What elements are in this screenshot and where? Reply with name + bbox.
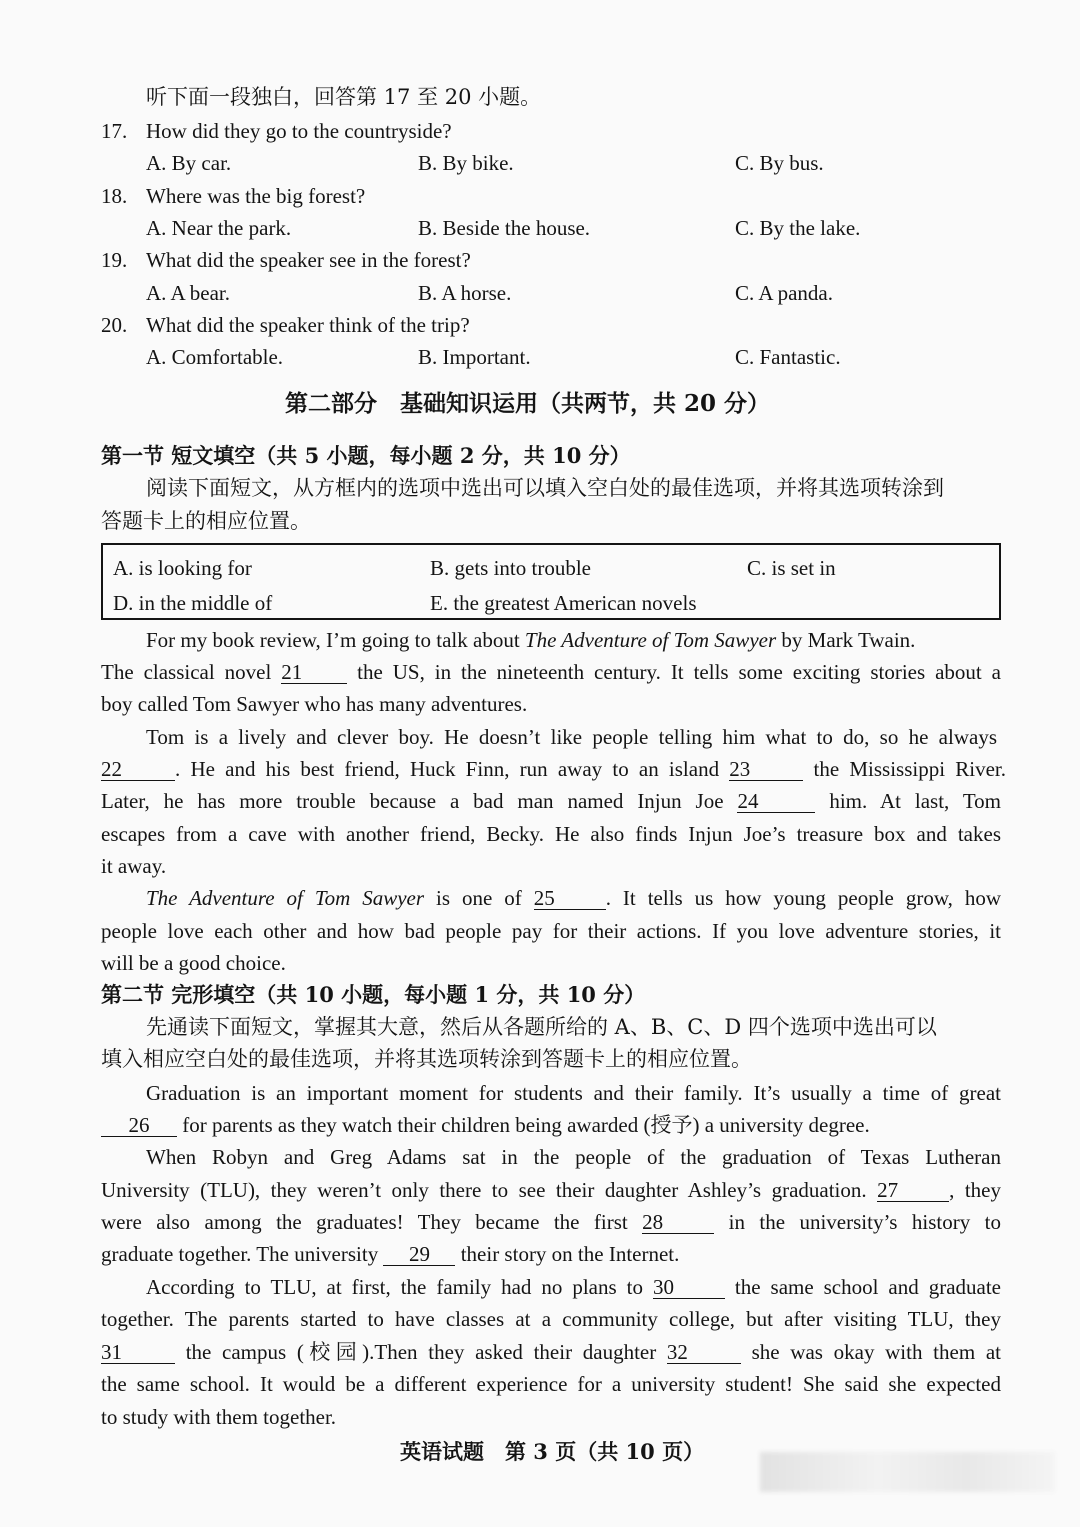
passage-text: by Mark Twain.	[776, 628, 916, 652]
passage-text: is one of	[436, 886, 534, 910]
section2-instruction: 先通读下面短文，掌握其大意，然后从各题所给的 A、B、C、D 四个选项中选出可以	[146, 1015, 937, 1039]
blank-22: 22	[101, 758, 175, 781]
passage-text: for parents as they watch their children being awarded (授予) a university degree.	[177, 1113, 870, 1137]
option-c: C. A panda.	[735, 281, 833, 305]
option-c: C. By the lake.	[735, 216, 861, 240]
passage-text: the US, in the nineteenth century. It tells some exciting stories about a	[357, 660, 1002, 684]
option-c: C. Fantastic.	[735, 345, 841, 369]
option-c: C. By bus.	[735, 151, 824, 175]
blank-27: 27	[877, 1179, 949, 1202]
question-text: Where was the big forest?	[146, 184, 366, 208]
blank-21: 21	[281, 661, 347, 684]
passage-text: When Robyn and Greg Adams sat in the people of the graduation of Texas Lutheran	[146, 1145, 1001, 1169]
passage-text: According to TLU, at first, the family had no plans to	[146, 1275, 653, 1299]
option-b: B. A horse.	[418, 281, 512, 305]
question-text: How did they go to the countryside?	[146, 119, 452, 143]
passage-text: . It tells us how young people grow, how	[605, 886, 1001, 910]
blank-31: 31	[101, 1341, 175, 1364]
passage-text: in the university’s history to	[728, 1210, 1002, 1234]
blank-25: 25	[534, 887, 606, 910]
passage-text: escapes from a cave with another friend, Becky. He also finds Injun Joe’s treasure box and takes	[101, 822, 1001, 846]
section1-instruction: 阅读下面短文，从方框内的选项中选出可以填入空白处的最佳选项，并将其选项转涂到	[146, 476, 944, 500]
question-number: 20.	[101, 313, 128, 337]
question-text: What did the speaker think of the trip?	[146, 313, 470, 337]
blank-29: 29	[383, 1243, 455, 1266]
passage-text: she was okay with them at	[751, 1340, 1001, 1364]
blank-28: 28	[642, 1211, 714, 1234]
question-number: 18.	[101, 184, 128, 208]
passage-text: For my book review, I’m going to talk about	[146, 628, 525, 652]
section2-heading: 第二节 完形填空（共 10 小题，每小题 1 分，共 10 分）	[101, 982, 646, 1007]
passage-text: their story on the Internet.	[460, 1242, 680, 1266]
passage-text: the campus (校园).Then they asked their daughter	[185, 1340, 667, 1364]
option-b: B. Beside the house.	[418, 216, 591, 240]
blurred-watermark	[760, 1452, 1055, 1492]
passage-text: the Mississippi River.	[813, 757, 1006, 781]
blank-26: 26	[101, 1114, 177, 1137]
section2-instruction-cont: 填入相应空白处的最佳选项，并将其选项转涂到答题卡上的相应位置。	[101, 1047, 752, 1071]
passage-text: The classical novel	[101, 660, 282, 684]
section1-heading: 第一节 短文填空（共 5 小题，每小题 2 分，共 10 分）	[101, 443, 631, 468]
option-a: A. Near the park.	[146, 216, 292, 240]
passage-text: Tom is a lively and clever boy. He doesn’t like people telling him what to do, so he always	[146, 725, 997, 749]
option-box-e: E. the greatest American novels	[430, 591, 697, 615]
passage-text: the same school and graduate	[734, 1275, 1001, 1299]
option-b: B. Important.	[418, 345, 531, 369]
blank-23: 23	[729, 758, 803, 781]
question-number: 17.	[101, 119, 128, 143]
passage-text: Graduation is an important moment for students and their family. It’s usually a time of great	[146, 1081, 1001, 1105]
option-a: A. A bear.	[146, 281, 230, 305]
passage-text: together. The parents started to have classes at a community college, but after visiting TLU, they	[101, 1307, 1001, 1331]
passage-text: it away.	[101, 854, 167, 878]
passage-text: University (TLU), they weren’t only there to see their daughter Ashley’s graduation.	[101, 1178, 878, 1202]
passage-text: the same school. It would be a different experience for a university student! She said she expected	[101, 1372, 1001, 1396]
option-box-a: A. is looking for	[113, 556, 252, 580]
passage-text: graduate together. The university	[101, 1242, 384, 1266]
passage-text: to study with them together.	[101, 1405, 337, 1429]
blank-30: 30	[653, 1276, 725, 1299]
option-box-d: D. in the middle of	[113, 591, 273, 615]
option-b: B. By bike.	[418, 151, 514, 175]
option-a: A. Comfortable.	[146, 345, 284, 369]
passage-text: Later, he has more trouble because a bad man named Injun Joe	[101, 789, 738, 813]
passage-text: , they	[949, 1178, 1002, 1202]
passage-text: people love each other and how bad people pay for their actions. If you love adventure stories, it	[101, 919, 1001, 943]
passage-text: . He and his best friend, Huck Finn, run away to an island	[175, 757, 730, 781]
blank-32: 32	[667, 1341, 741, 1364]
listening-instruction: 听下面一段独白，回答第 17 至 20 小题。	[146, 85, 542, 109]
passage-text: will be a good choice.	[101, 951, 286, 975]
page-footer: 英语试题 第 3 页（共 10 页）	[400, 1439, 705, 1464]
question-text: What did the speaker see in the forest?	[146, 248, 471, 272]
option-a: A. By car.	[146, 151, 232, 175]
passage-text: boy called Tom Sawyer who has many adventures.	[101, 692, 528, 716]
passage-text: were also among the graduates! They became the first	[101, 1210, 643, 1234]
passage-text: him. At last, Tom	[829, 789, 1002, 813]
section1-instruction-cont: 答题卡上的相应位置。	[101, 509, 311, 533]
option-box-b: B. gets into trouble	[430, 556, 591, 580]
option-box-c: C. is set in	[747, 556, 836, 580]
part-title: 第二部分 基础知识运用（共两节，共 20 分）	[285, 390, 771, 417]
blank-24: 24	[737, 790, 815, 813]
book-title: The Adventure of Tom Sawyer	[146, 886, 425, 910]
book-title: The Adventure of Tom Sawyer	[524, 628, 777, 652]
question-number: 19.	[101, 248, 128, 272]
